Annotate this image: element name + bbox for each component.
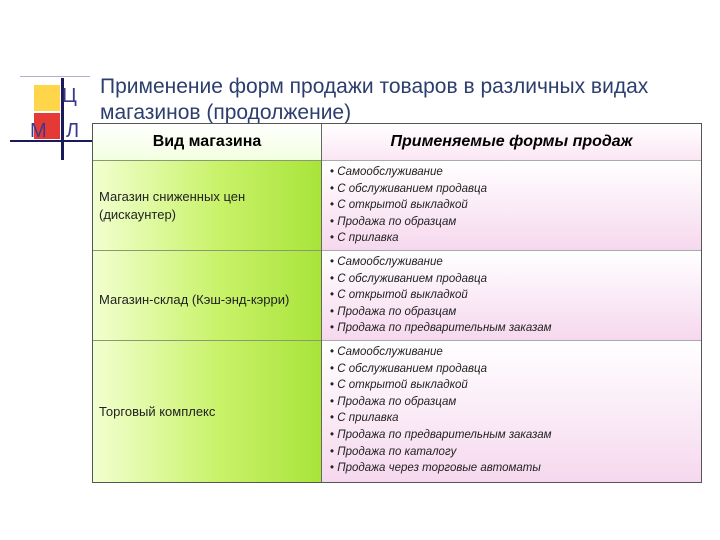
header-store-type: Вид магазина — [93, 124, 321, 160]
form-item: • Продажа по образцам — [330, 394, 701, 411]
form-item: • С прилавка — [330, 230, 701, 247]
form-item: • Продажа по каталогу — [330, 444, 701, 461]
row-3-forms-list — [330, 344, 701, 477]
column-divider — [321, 124, 322, 482]
logo-letter-top: Ц — [62, 85, 77, 107]
form-item: • С обслуживанием продавца — [330, 271, 701, 288]
row-1-forms-list — [330, 164, 701, 247]
row-2-store: Магазин-склад (Кэш-энд-кэрри) — [93, 250, 321, 340]
form-item: • Продажа по предварительным заказам — [330, 427, 701, 444]
form-item: • С открытой выкладкой — [330, 377, 701, 394]
row-2-forms — [322, 250, 701, 340]
form-item: • Самообслуживание — [330, 254, 701, 271]
row-1-forms — [322, 160, 701, 250]
form-item: • С открытой выкладкой — [330, 197, 701, 214]
logo-letter-right: Л — [66, 120, 80, 142]
row-2-forms-list — [330, 254, 701, 337]
logo-horizontal-line — [10, 140, 95, 142]
form-item: • С прилавка — [330, 410, 701, 427]
form-item: • С обслуживанием продавца — [330, 181, 701, 198]
logo-yellow-square — [34, 85, 60, 111]
form-item: • Самообслуживание — [330, 344, 701, 361]
form-item: • С открытой выкладкой — [330, 287, 701, 304]
store-forms-table — [92, 123, 702, 483]
logo-top-line — [20, 76, 90, 77]
form-item: • Продажа по образцам — [330, 304, 701, 321]
slide-title: Применение форм продажи товаров в различных видах магазинов (продолжение) — [100, 75, 649, 124]
form-item: • Продажа по предварительным заказам — [330, 320, 701, 337]
header-sale-forms: Применяемые формы продаж — [322, 124, 701, 160]
form-item: • Продажа по образцам — [330, 214, 701, 231]
form-item: • С обслуживанием продавца — [330, 361, 701, 378]
row-3-store: Торговый комплекс — [93, 340, 321, 482]
form-item: • Самообслуживание — [330, 164, 701, 181]
row-3-forms — [322, 340, 701, 482]
logo-letter-left: М — [30, 120, 47, 142]
form-item: • Продажа через торговые автоматы — [330, 460, 701, 477]
row-1-store: Магазин сниженных цен (дискаунтер) — [93, 160, 321, 250]
logo — [0, 0, 100, 170]
